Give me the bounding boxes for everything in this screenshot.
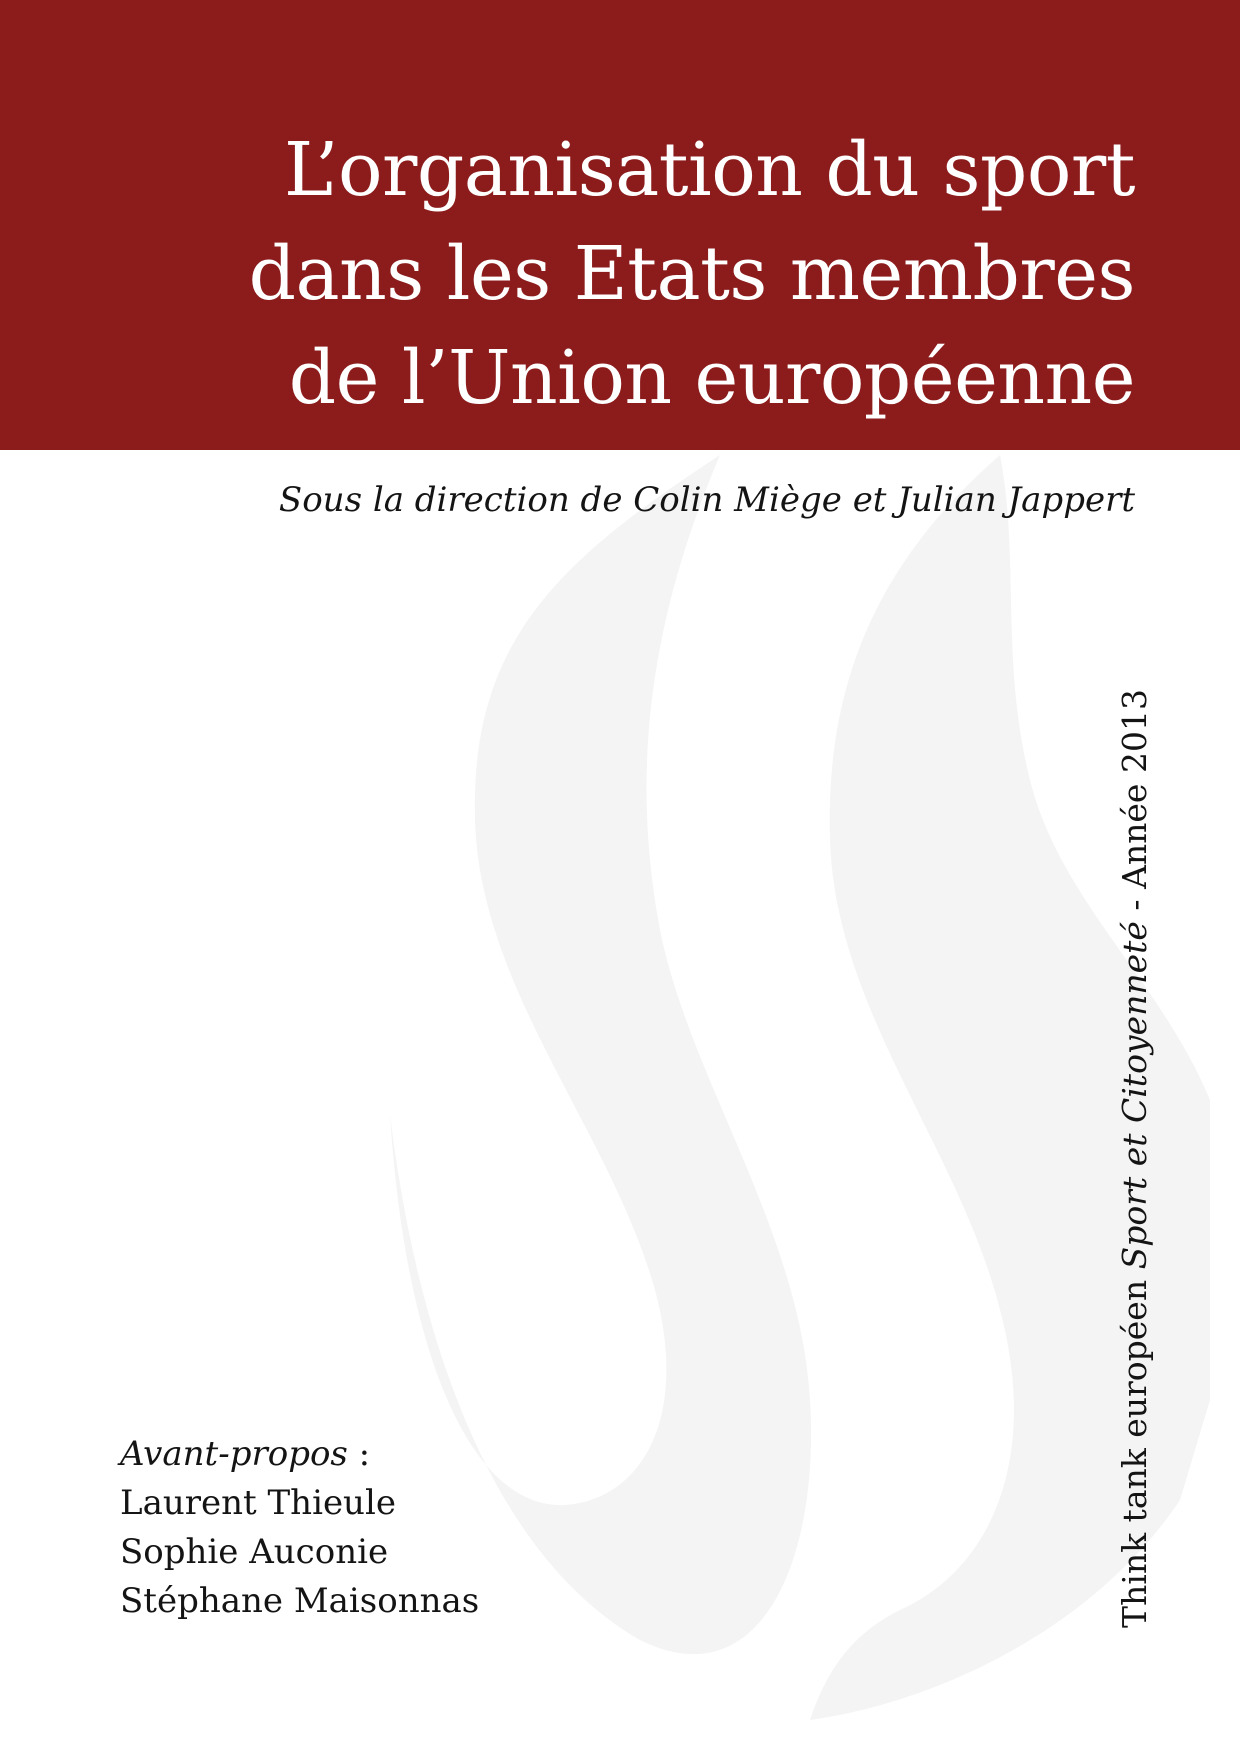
foreword-name: Laurent Thieule bbox=[120, 1483, 396, 1523]
foreword-heading bbox=[120, 1430, 720, 1479]
publisher-name: Sport et Citoyenneté bbox=[1115, 921, 1154, 1270]
editors-subtitle: Sous la direction de Colin Miège et Julian Jappert bbox=[278, 480, 1135, 520]
publisher-vertical-text bbox=[1115, 689, 1155, 1628]
foreword-label-suffix: : bbox=[347, 1434, 371, 1474]
title-line-3: de l’Union européenne bbox=[288, 335, 1135, 421]
title-line-1: L’organisation du sport bbox=[284, 127, 1135, 213]
foreword-label: Avant-propos bbox=[120, 1434, 348, 1474]
foreword-name: Sophie Auconie bbox=[120, 1532, 389, 1572]
page-title bbox=[115, 118, 1135, 430]
title-line-2: dans les Etats membres bbox=[248, 231, 1135, 317]
foreword-name: Stéphane Maisonnas bbox=[120, 1581, 480, 1621]
publisher-prefix: Think tank européen bbox=[1115, 1269, 1154, 1628]
publisher-year: - Année 2013 bbox=[1115, 689, 1154, 922]
foreword-block bbox=[120, 1430, 720, 1626]
